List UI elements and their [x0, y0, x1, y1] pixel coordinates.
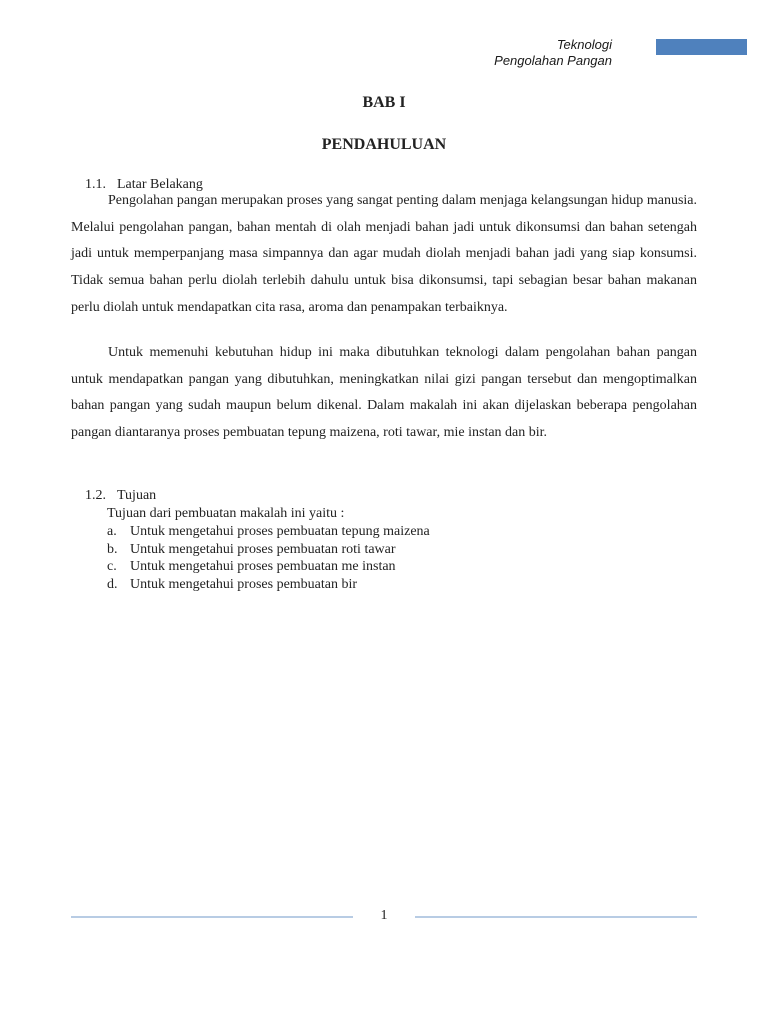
list-item [107, 558, 430, 576]
background-paragraph-1: Pengolahan pangan merupakan proses yang sangat penting dalam menjaga kelangsungan hidup manusia. Melalui pengolahan pangan, bahan mentah di olah menjadi bahan jadi untuk dikonsumsi dan bahan setengah jadi untuk memperpanjang masa simpannya dan agar mudah diolah menjadi bahan jadi yang siap konsumsi. Tidak semua bahan perlu diolah terlebih dahulu untuk bisa dikonsumsi, tapi sebagian besar bahan makanan perlu diolah untuk mendapatkan cita rasa, aroma dan penampakan terbaiknya. [71, 193, 697, 315]
list-item [107, 523, 430, 541]
header-title [494, 37, 612, 69]
header-title-line2: Pengolahan Pangan [494, 53, 612, 68]
header-title-line1: Teknologi [556, 37, 612, 52]
purpose-list [107, 523, 430, 594]
purpose-intro: Tujuan dari pembuatan makalah ini yaitu : [107, 506, 345, 521]
section-number: 1.1. [85, 177, 106, 192]
chapter-title: PENDAHULUAN [321, 136, 447, 153]
list-marker: c. [107, 559, 117, 575]
list-item [107, 541, 430, 559]
footer-divider-right [415, 916, 697, 918]
background-paragraph-2: Untuk memenuhi kebutuhan hidup ini maka dibutuhkan teknologi dalam pengolahan bahan pangan untuk mendapatkan pangan yang dibutuhkan, meningkatkan nilai gizi pangan tersebut dan mengoptimalkan bahan pangan yang sudah maupun belum dikenal. Dalam makalah ini akan dijelaskan beberapa pengolahan pangan diantaranya proses pembuatan tepung maizena, roti tawar, mie instan dan bir. [71, 345, 697, 441]
list-item-text: Untuk mengetahui proses pembuatan tepung maizena [130, 524, 430, 539]
section-title: Tujuan [117, 488, 157, 503]
section-number: 1.2. [85, 488, 106, 503]
header-accent-bar [656, 39, 747, 55]
list-item-text: Untuk mengetahui proses pembuatan bir [130, 577, 358, 593]
section-heading-purpose [85, 487, 156, 505]
section-title: Latar Belakang [117, 177, 203, 192]
list-item [107, 576, 430, 594]
page-number: 1 [380, 908, 388, 923]
footer-divider-left [71, 916, 353, 918]
list-item-text: Untuk mengetahui proses pembuatan roti tawar [130, 541, 396, 557]
chapter-number: BAB I [362, 94, 406, 111]
list-marker: b. [107, 541, 118, 557]
list-item-text: Untuk mengetahui proses pembuatan me instan [130, 559, 396, 575]
list-marker: a. [107, 524, 117, 539]
list-marker: d. [107, 577, 118, 593]
